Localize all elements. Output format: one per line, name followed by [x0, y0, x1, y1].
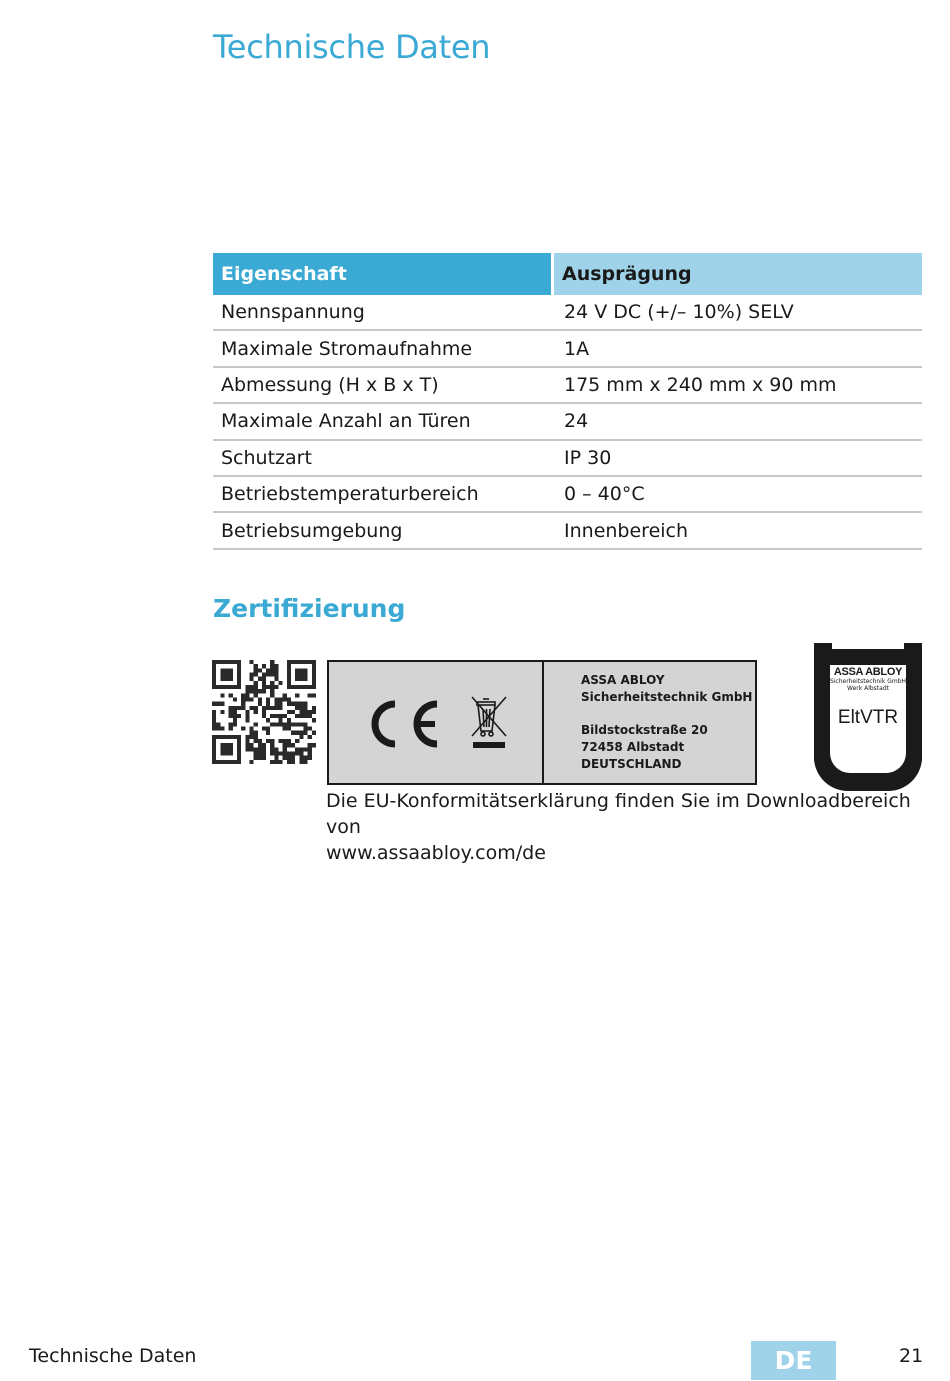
company-name: ASSA ABLOY: [581, 673, 665, 687]
value-cell: Innenbereich: [554, 513, 922, 549]
property-cell: Maximale Anzahl an Türen: [213, 404, 554, 440]
address-country: DEUTSCHLAND: [581, 757, 682, 771]
ce-mark-icon: [365, 698, 443, 750]
table-row: [213, 368, 922, 404]
badge-brand: ASSA ABLOY: [833, 666, 903, 678]
page-number: 21: [899, 1345, 924, 1367]
page-title: Technische Daten: [213, 28, 491, 66]
footer-section-title: Technische Daten: [29, 1345, 197, 1367]
table-row: [213, 331, 922, 367]
value-cell: 175 mm x 240 mm x 90 mm: [554, 368, 922, 404]
spec-table: [213, 253, 922, 550]
property-cell: Betriebsumgebung: [213, 513, 554, 549]
badge-plant: Werk Albstadt: [846, 685, 890, 692]
header-value: Ausprägung: [554, 253, 922, 295]
property-cell: Nennspannung: [213, 295, 554, 331]
value-cell: 24: [554, 404, 922, 440]
badge-code: EltVTR: [837, 707, 899, 728]
address-street: Bildstockstraße 20: [581, 723, 708, 737]
property-cell: Betriebstemperaturbereich: [213, 477, 554, 513]
value-cell: 24 V DC (+/– 10%) SELV: [554, 295, 922, 331]
property-cell: Schutzart: [213, 441, 554, 477]
property-cell: Abmessung (H x B x T): [213, 368, 554, 404]
weee-bin-icon: [469, 694, 509, 752]
value-cell: 0 – 40°C: [554, 477, 922, 513]
table-row: [213, 295, 922, 331]
value-cell: IP 30: [554, 441, 922, 477]
manufacturer-address: [581, 672, 752, 773]
header-property: Eigenschaft: [213, 253, 554, 295]
table-row: [213, 477, 922, 513]
conformity-text: Die EU-Konformitätserklärung finden Sie im Downloadbereich von: [326, 790, 911, 838]
table-row: [213, 404, 922, 440]
property-cell: Maximale Stromaufnahme: [213, 331, 554, 367]
badge-mpa: MPA NRW: [837, 749, 899, 763]
language-tab[interactable]: DE: [751, 1341, 836, 1380]
table-row: [213, 441, 922, 477]
label-divider: [542, 662, 544, 783]
download-link[interactable]: www.assaabloy.com/de: [326, 842, 546, 864]
certification-title: Zertifizierung: [213, 594, 406, 623]
address-city: 72458 Albstadt: [581, 740, 685, 754]
badge-company: Sicherheitstechnik GmbH: [829, 678, 907, 685]
qr-code-icon[interactable]: [212, 660, 316, 764]
certification-badge: [812, 641, 924, 793]
table-header-row: [213, 253, 922, 295]
table-row: [213, 513, 922, 549]
company-legal-name: Sicherheitstechnik GmbH: [581, 690, 753, 704]
product-label: [327, 660, 757, 785]
conformity-note: [326, 788, 926, 866]
value-cell: 1A: [554, 331, 922, 367]
